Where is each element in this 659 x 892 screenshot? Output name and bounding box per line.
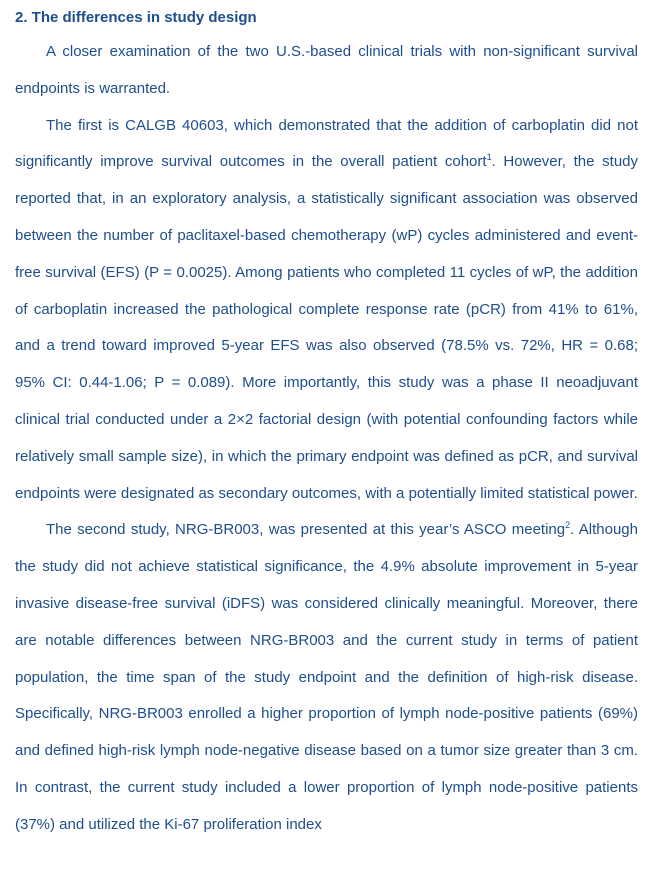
paragraph [15,512,638,843]
citation-superscript: 1 [486,152,492,163]
paragraph-text: The second study, NRG-BR003, was presented at this year’s ASCO meeting [46,521,566,539]
document-page [15,4,638,844]
paragraph-text: . However, the study reported that, in an exploratory analysis, a statistically significant association was observed between the number of paclitaxel-based chemotherapy (wP) cycles administered and event-free survival (EFS) (P = 0.0025). Among patients who completed 11 cycles of wP, the addition of carboplatin increased the pathological complete response rate (pCR) from 41% to 61%, and a trend toward improved 5-year EFS was also observed (78.5% vs. 72%, HR = 0.68; 95% CI: 0.44-1.06; P = 0.089). More importantly, this study was a phase II neoadjuvant clinical trial conducted under a 2×2 factorial design (with potential confounding factors while relatively small sample size), in which the primary endpoint was defined as pCR, and survival endpoints were designated as secondary outcomes, with a potentially limited statistical power. [15,153,639,502]
paragraph-text: The first is CALGB 40603, which demonstrated that the addition of carboplatin did not significantly improve survival outcomes in the overall patient cohort [15,116,638,171]
citation-superscript: 2 [565,520,571,531]
section-heading: 2. The differences in study design [15,9,257,26]
paragraph-text: A closer examination of the two U.S.-based clinical trials with non-significant survival endpoints is warranted. [15,43,638,97]
paragraph [15,108,638,513]
paragraph-text: . Although the study did not achieve statistical significance, the 4.9% absolute improvement in 5-year invasive disease-free survival (iDFS) was considered clinically meaningful. Moreover, there are notable differences between NRG-BR003 and the current study in terms of patient population, the time span of the study endpoint and the definition of high-risk disease. Specifically, NRG-BR003 enrolled a higher proportion of lymph node-positive patients (69%) and defined high-risk lymph node-negative disease based on a tumor size greater than 3 cm. In contrast, the current study included a lower proportion of lymph node-positive patients (37%) and utilized the Ki-67 proliferation index [15,521,638,833]
paragraph [15,34,638,108]
